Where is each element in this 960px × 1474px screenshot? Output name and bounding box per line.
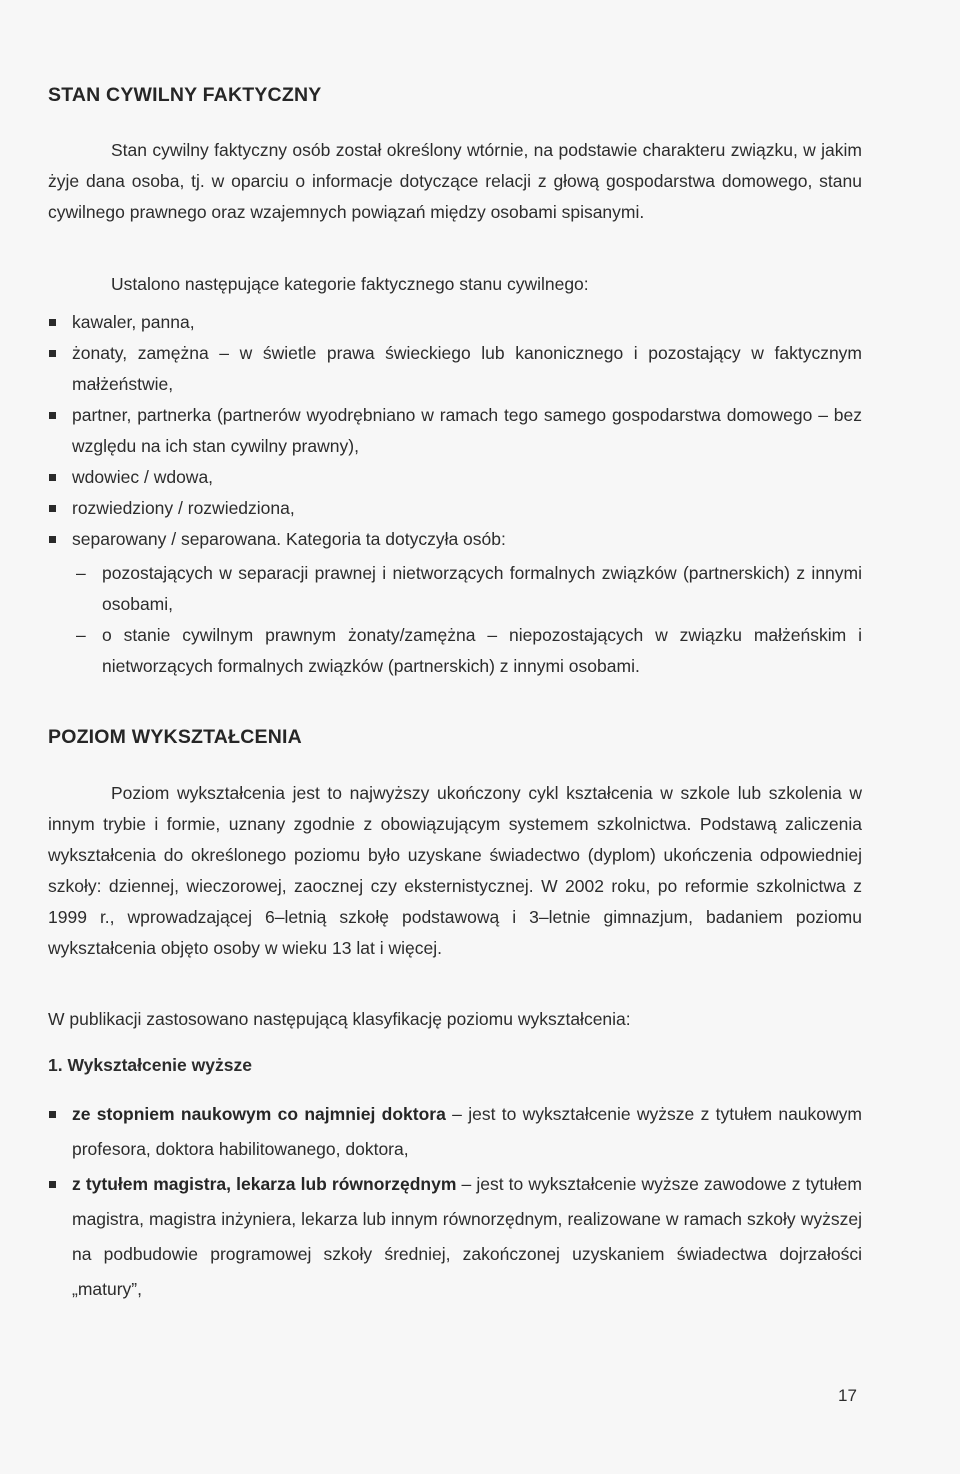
list-item: kawaler, panna,	[48, 307, 862, 338]
marital-categories-list	[48, 307, 862, 555]
dash-marker-icon: –	[76, 625, 86, 645]
bullet-square-icon	[49, 319, 56, 326]
higher-education-list	[48, 1097, 862, 1307]
bullet-square-icon	[49, 350, 56, 357]
bullet-square-icon	[49, 1181, 56, 1188]
list-item: z tytułem magistra, lekarza lub równorzędnym – jest to wykształcenie wyższe zawodowe z tytułem magistra, magistra inżyniera, lekarza lub innym równorzędnym, realizowane w ramach szkoły wyższej na podbudowie programowej szkoły średniej, zakończonej uzyskaniem świadectwa dojrzałości „matury”,	[48, 1167, 862, 1307]
bullet-square-icon	[49, 505, 56, 512]
list-item: żonaty, zamężna – w świetle prawa świeckiego lub kanonicznego i pozostający w faktycznym małżeństwie,	[48, 338, 862, 400]
bullet-square-icon	[49, 474, 56, 481]
bullet-square-icon	[49, 536, 56, 543]
section-heading-marital-status: STAN CYWILNY FAKTYCZNY	[48, 84, 322, 106]
paragraph-marital-intro: Stan cywilny faktyczny osób został określony wtórnie, na podstawie charakteru związku, w jakim żyje dana osoba, tj. w oparciu o informacje dotyczące relacji z głową gospodarstwa domowego, stanu cywilnego prawnego oraz wzajemnych powiązań między osobami spisanymi.	[48, 140, 862, 222]
list-item: partner, partnerka (partnerów wyodrębniano w ramach tego samego gospodarstwa domowego – bez względu na ich stan cywilny prawny),	[48, 400, 862, 462]
page-number: 17	[838, 1386, 857, 1405]
separated-subcategories-list	[76, 558, 862, 682]
list-item: wdowiec / wdowa,	[48, 462, 862, 493]
list-item: – pozostających w separacji prawnej i nietworzących formalnych związków (partnerskich) z innymi osobami,	[76, 558, 862, 620]
list-item: separowany / separowana. Kategoria ta dotyczyła osób:	[48, 524, 862, 555]
paragraph-classification-intro: W publikacji zastosowano następującą klasyfikację poziomu wykształcenia:	[48, 1009, 631, 1029]
bullet-square-icon	[49, 1111, 56, 1118]
list-item: ze stopniem naukowym co najmniej doktora – jest to wykształcenie wyższe z tytułem naukowym profesora, doktora habilitowanego, doktora,	[48, 1097, 862, 1167]
list-item: – o stanie cywilnym prawnym żonaty/zamężna – niepozostających w związku małżeńskim i nietworzących formalnych związków (partnerskich) z innymi osobami.	[76, 620, 862, 682]
subheading-higher-education: 1. Wykształcenie wyższe	[48, 1055, 252, 1075]
dash-marker-icon: –	[76, 563, 86, 583]
bullet-square-icon	[49, 412, 56, 419]
paragraph-categories-intro: Ustalono następujące kategorie faktycznego stanu cywilnego:	[111, 274, 589, 294]
section-heading-education-level: POZIOM WYKSZTAŁCENIA	[48, 726, 302, 748]
paragraph-education-intro: Poziom wykształcenia jest to najwyższy ukończony cykl kształcenia w szkole lub szkolenia w innym trybie i formie, uznany zgodnie z obowiązującym systemem szkolnictwa. Podstawą zaliczenia wykształcenia do określonego poziomu było uzyskane świadectwo (dyplom) ukończenia odpowiedniej szkoły: dziennej, wieczorowej, zaocznej czy eksternistycznej. W 2002 roku, po reformie szkolnictwa z 1999 r., wprowadzającej 6–letnią szkołę podstawową i 3–letnie gimnazjum, badaniem poziomu wykształcenia objęto osoby w wieku 13 lat i więcej.	[48, 783, 862, 958]
list-item: rozwiedziony / rozwiedziona,	[48, 493, 862, 524]
